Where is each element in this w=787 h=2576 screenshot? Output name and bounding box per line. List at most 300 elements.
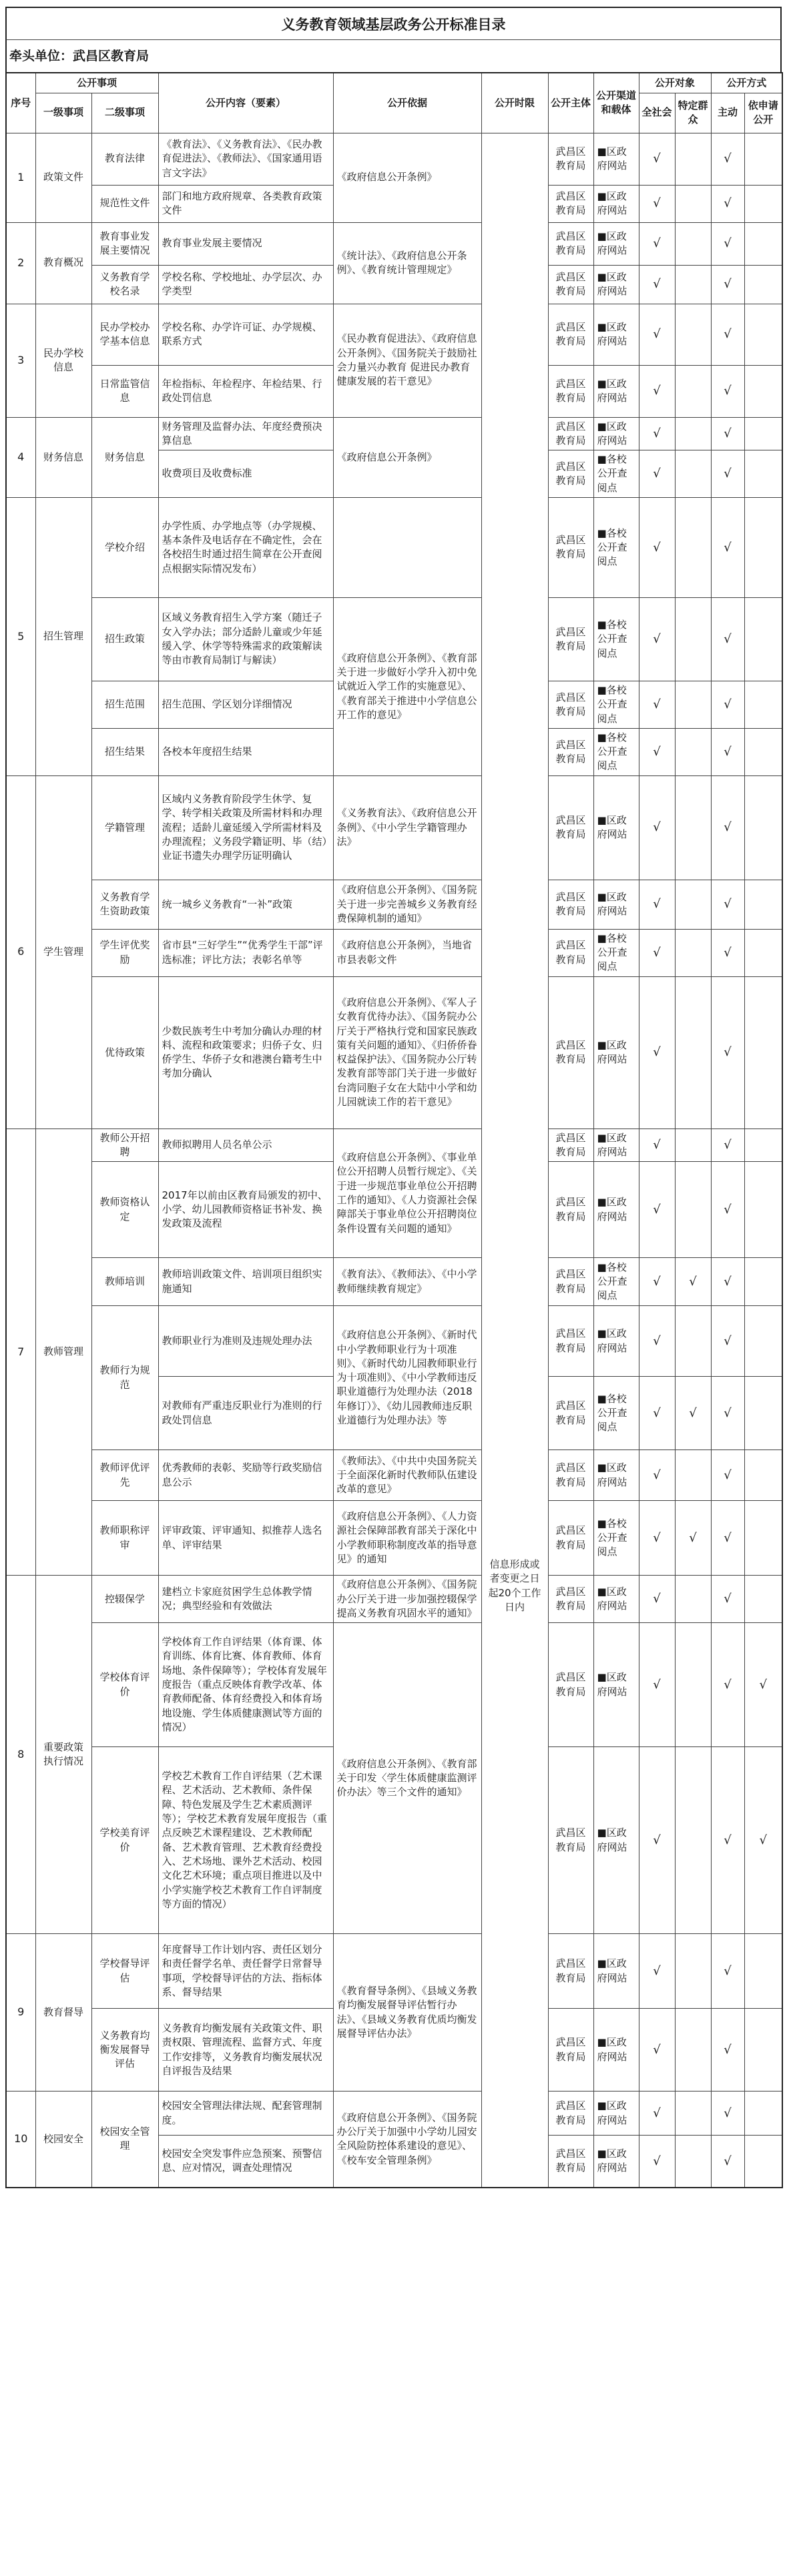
channel-cell: ■区政府网站	[593, 417, 639, 450]
method-request-mark	[744, 1450, 782, 1501]
channel-cell: ■各校公开查阅点	[593, 929, 639, 976]
subject-cell: 武昌区教育局	[548, 929, 593, 976]
method-active-mark: √	[711, 2136, 744, 2188]
subject-cell: 武昌区教育局	[548, 775, 593, 880]
content-cell: 《教育法》、《义务教育法》、《民办教育促进法》、《教师法》、《国家通用语言文字法》	[158, 133, 333, 185]
level1-item: 民办学校信息	[35, 304, 91, 417]
target-specific-mark	[675, 497, 711, 597]
method-request-mark	[744, 304, 782, 365]
method-active-mark: √	[711, 1306, 744, 1377]
table-row	[6, 1129, 782, 1162]
level2-item: 教师公开招聘	[91, 1129, 158, 1162]
content-cell: 对教师有严重违反职业行为准则的行政处罚信息	[158, 1377, 333, 1450]
basis-cell: 《政府信息公开条例》、《人力资源社会保障部教育部关于深化中小学教师职称制度改革的指导意见》的通知	[333, 1501, 481, 1576]
target-all-mark: √	[639, 497, 675, 597]
channel-cell: ■各校公开查阅点	[593, 450, 639, 498]
header-target-all: 全社会	[639, 93, 675, 133]
method-request-mark	[744, 133, 782, 185]
method-request-mark	[744, 880, 782, 929]
target-all-mark: √	[639, 1377, 675, 1450]
channel-cell: ■区政府网站	[593, 2009, 639, 2091]
target-specific-mark	[675, 929, 711, 976]
content-cell: 财务管理及监督办法、年度经费预决算信息	[158, 417, 333, 450]
content-cell: 招生范围、学区划分详细情况	[158, 681, 333, 728]
method-active-mark: √	[711, 304, 744, 365]
content-cell: 教师职业行为准则及违规处理办法	[158, 1306, 333, 1377]
table-row	[6, 880, 782, 929]
channel-cell: ■区政府网站	[593, 1162, 639, 1258]
method-active-mark: √	[711, 222, 744, 265]
level1-item: 重要政策执行情况	[35, 1576, 91, 1934]
method-active-mark: √	[711, 365, 744, 417]
level2-item: 教育法律	[91, 133, 158, 185]
channel-cell: ■各校公开查阅点	[593, 728, 639, 775]
header-seq: 序号	[6, 73, 35, 133]
method-active-mark: √	[711, 1576, 744, 1623]
target-all-mark: √	[639, 1576, 675, 1623]
target-specific-mark	[675, 304, 711, 365]
method-active-mark: √	[711, 1623, 744, 1747]
content-cell: 区域义务教育招生入学方案（随迁子女入学办法；部分适龄儿童或少年延缓入学、休学等特殊需求的政策解读等由市教育局制订与解读）	[158, 597, 333, 681]
basis-cell: 《统计法》、《政府信息公开条例》、《教育统计管理规定》	[333, 222, 481, 304]
table-row	[6, 1501, 782, 1576]
header-level1: 一级事项	[35, 93, 91, 133]
content-cell: 各校本年度招生结果	[158, 728, 333, 775]
target-specific-mark: √	[675, 1501, 711, 1576]
target-specific-mark	[675, 1162, 711, 1258]
basis-cell: 《政府信息公开条例》、《国务院办公厅关于加强中小学幼儿园安全风险防控体系建设的意见》、《校车安全管理条例》	[333, 2091, 481, 2188]
method-request-mark	[744, 2091, 782, 2136]
level2-item: 校园安全管理	[91, 2091, 158, 2188]
level1-item: 教育概况	[35, 222, 91, 304]
target-all-mark: √	[639, 728, 675, 775]
level1-item: 招生管理	[35, 497, 91, 775]
subject-cell: 武昌区教育局	[548, 450, 593, 498]
row-seq: 8	[6, 1576, 35, 1934]
content-cell: 评审政策、评审通知、拟推荐人选名单、评审结果	[158, 1501, 333, 1576]
target-all-mark: √	[639, 450, 675, 498]
basis-cell: 《政府信息公开条例》	[333, 417, 481, 497]
method-request-mark	[744, 1576, 782, 1623]
table-header	[6, 73, 782, 133]
content-cell: 省市县“三好学生”“优秀学生干部”评选标准；评比方法；表彰名单等	[158, 929, 333, 976]
method-request-mark	[744, 1258, 782, 1306]
level2-item: 学校体育评价	[91, 1623, 158, 1747]
method-request-mark	[744, 597, 782, 681]
subject-cell: 武昌区教育局	[548, 2091, 593, 2136]
target-specific-mark	[675, 1576, 711, 1623]
table-row	[6, 497, 782, 597]
method-request-mark	[744, 1934, 782, 2009]
method-active-mark: √	[711, 1934, 744, 2009]
target-specific-mark	[675, 2009, 711, 2091]
target-all-mark: √	[639, 185, 675, 222]
basis-cell: 《义务教育法》、《政府信息公开条例》、《中小学生学籍管理办法》	[333, 775, 481, 880]
channel-cell: ■区政府网站	[593, 185, 639, 222]
channel-cell: ■区政府网站	[593, 2091, 639, 2136]
target-all-mark: √	[639, 929, 675, 976]
target-specific-mark	[675, 185, 711, 222]
subject-cell: 武昌区教育局	[548, 1747, 593, 1934]
method-active-mark: √	[711, 728, 744, 775]
channel-cell: ■各校公开查阅点	[593, 1501, 639, 1576]
subject-cell: 武昌区教育局	[548, 497, 593, 597]
method-active-mark: √	[711, 1258, 744, 1306]
table-row	[6, 133, 782, 185]
subject-cell: 武昌区教育局	[548, 681, 593, 728]
target-specific-mark: √	[675, 1377, 711, 1450]
level1-item: 校园安全	[35, 2091, 91, 2188]
method-request-mark	[744, 185, 782, 222]
target-all-mark: √	[639, 2136, 675, 2188]
basis-cell: 《政府信息公开条例》	[333, 133, 481, 222]
method-request-mark	[744, 1162, 782, 1258]
subject-cell: 武昌区教育局	[548, 1306, 593, 1377]
channel-cell: ■各校公开查阅点	[593, 497, 639, 597]
subject-cell: 武昌区教育局	[548, 1623, 593, 1747]
header-channel: 公开渠道和载体	[593, 73, 639, 133]
channel-cell: ■各校公开查阅点	[593, 1377, 639, 1450]
channel-cell: ■区政府网站	[593, 880, 639, 929]
target-specific-mark	[675, 976, 711, 1129]
level2-item: 义务教育学生资助政策	[91, 880, 158, 929]
content-cell: 校园安全突发事件应急预案、预警信息、应对情况，调查处理情况	[158, 2136, 333, 2188]
subject-cell: 武昌区教育局	[548, 185, 593, 222]
target-all-mark: √	[639, 775, 675, 880]
channel-cell: ■区政府网站	[593, 1576, 639, 1623]
method-request-mark	[744, 222, 782, 265]
content-cell: 学校体育工作自评结果（体育课、体育训练、体育比赛、体育教师、体育场地、条件保障等）；学校体育发展年度报告（重点反映体育教学改革、体育教师配备、体育经费投入和体育场地设施、学生体质健康测试等方面的情况）	[158, 1623, 333, 1747]
method-active-mark: √	[711, 265, 744, 304]
target-specific-mark	[675, 728, 711, 775]
header-time-limit: 公开时限	[481, 73, 548, 133]
method-active-mark: √	[711, 497, 744, 597]
level2-item: 教师职称评审	[91, 1501, 158, 1576]
content-cell: 建档立卡家庭贫困学生总体教学情况；典型经验和有效做法	[158, 1576, 333, 1623]
basis-cell: 《政府信息公开条例》、《新时代中小学教师职业行为十项准则》、《新时代幼儿园教师职业行为十项准则》、《中小学教师违反职业道德行为处理办法（2018年修订）》、《幼儿园教师违反职业道德行为处理办法》等	[333, 1306, 481, 1450]
content-cell: 学校名称、学校地址、办学层次、办学类型	[158, 265, 333, 304]
subject-cell: 武昌区教育局	[548, 597, 593, 681]
method-request-mark	[744, 728, 782, 775]
target-all-mark: √	[639, 365, 675, 417]
target-all-mark: √	[639, 2009, 675, 2091]
table-row	[6, 775, 782, 880]
content-cell: 年检指标、年检程序、年检结果、行政处罚信息	[158, 365, 333, 417]
method-active-mark: √	[711, 775, 744, 880]
method-active-mark: √	[711, 880, 744, 929]
target-specific-mark	[675, 1306, 711, 1377]
subject-cell: 武昌区教育局	[548, 2136, 593, 2188]
level1-item: 政策文件	[35, 133, 91, 222]
channel-cell: ■区政府网站	[593, 976, 639, 1129]
subject-cell: 武昌区教育局	[548, 880, 593, 929]
method-request-mark	[744, 265, 782, 304]
header-basis: 公开依据	[333, 73, 481, 133]
method-request-mark	[744, 365, 782, 417]
level2-item: 规范性文件	[91, 185, 158, 222]
target-all-mark: √	[639, 2091, 675, 2136]
subject-cell: 武昌区教育局	[548, 133, 593, 185]
row-seq: 6	[6, 775, 35, 1129]
target-all-mark: √	[639, 1450, 675, 1501]
row-seq: 10	[6, 2091, 35, 2188]
channel-cell: ■各校公开查阅点	[593, 1258, 639, 1306]
content-cell: 统一城乡义务教育“一补”政策	[158, 880, 333, 929]
header-target: 公开对象	[639, 73, 711, 93]
header-content: 公开内容（要素）	[158, 73, 333, 133]
subject-cell: 武昌区教育局	[548, 265, 593, 304]
content-cell: 校园安全管理法律法规、配套管理制度。	[158, 2091, 333, 2136]
subject-cell: 武昌区教育局	[548, 1162, 593, 1258]
channel-cell: ■区政府网站	[593, 2136, 639, 2188]
target-specific-mark	[675, 2091, 711, 2136]
level2-item: 义务教育学校名录	[91, 265, 158, 304]
header-level2: 二级事项	[91, 93, 158, 133]
basis-cell: 《政府信息公开条例》、《事业单位公开招聘人员暂行规定》、《关于进一步规范事业单位公开招聘工作的通知》、《人力资源社会保障部关于事业单位公开招聘岗位条件设置有关问题的通知》	[333, 1129, 481, 1258]
method-request-mark	[744, 2009, 782, 2091]
header-public-items: 公开事项	[35, 73, 158, 93]
method-active-mark: √	[711, 1450, 744, 1501]
target-all-mark: √	[639, 880, 675, 929]
method-request-mark	[744, 681, 782, 728]
target-all-mark: √	[639, 133, 675, 185]
table-row	[6, 1623, 782, 1747]
target-all-mark: √	[639, 681, 675, 728]
target-specific-mark	[675, 2136, 711, 2188]
method-active-mark: √	[711, 185, 744, 222]
subject-cell: 武昌区教育局	[548, 2009, 593, 2091]
channel-cell: ■区政府网站	[593, 1306, 639, 1377]
basis-cell: 《教师法》、《中共中央国务院关于全面深化新时代教师队伍建设改革的意见》	[333, 1450, 481, 1501]
channel-cell: ■区政府网站	[593, 265, 639, 304]
table-row	[6, 976, 782, 1129]
method-active-mark: √	[711, 976, 744, 1129]
channel-cell: ■区政府网站	[593, 1450, 639, 1501]
content-cell: 少数民族考生中考加分确认办理的材料、流程和政策要求；归侨子女、归侨学生、华侨子女和港澳台籍考生中考加分确认	[158, 976, 333, 1129]
method-active-mark: √	[711, 2009, 744, 2091]
target-all-mark: √	[639, 304, 675, 365]
level2-item: 教育事业发展主要情况	[91, 222, 158, 265]
subject-cell: 武昌区教育局	[548, 1450, 593, 1501]
subject-cell: 武昌区教育局	[548, 1576, 593, 1623]
header-method-request: 依申请公开	[744, 93, 782, 133]
level1-item: 教师管理	[35, 1129, 91, 1576]
basis-cell: 《教育督导条例》、《县域义务教育均衡发展督导评估暂行办法》、《县域义务教育优质均衡发展督导评估办法》	[333, 1934, 481, 2091]
row-seq: 5	[6, 497, 35, 775]
level2-item: 民办学校办学基本信息	[91, 304, 158, 365]
level1-item: 学生管理	[35, 775, 91, 1129]
subject-cell: 武昌区教育局	[548, 1501, 593, 1576]
level2-item: 教师资格认定	[91, 1162, 158, 1258]
method-request-mark	[744, 450, 782, 498]
target-specific-mark	[675, 681, 711, 728]
method-active-mark: √	[711, 2091, 744, 2136]
subject-cell: 武昌区教育局	[548, 1377, 593, 1450]
channel-cell: ■区政府网站	[593, 1934, 639, 2009]
method-request-mark	[744, 1129, 782, 1162]
target-specific-mark	[675, 222, 711, 265]
target-all-mark: √	[639, 1162, 675, 1258]
target-specific-mark	[675, 880, 711, 929]
level2-item: 教师培训	[91, 1258, 158, 1306]
level2-item: 招生政策	[91, 597, 158, 681]
target-all-mark: √	[639, 417, 675, 450]
level2-item: 教师行为规范	[91, 1306, 158, 1450]
row-seq: 3	[6, 304, 35, 417]
lead-unit: 牵头单位：武昌区教育局	[5, 40, 782, 72]
basis-cell	[333, 497, 481, 597]
method-request-mark: √	[744, 1747, 782, 1934]
target-specific-mark	[675, 775, 711, 880]
channel-cell: ■区政府网站	[593, 133, 639, 185]
basis-cell: 《政府信息公开条例》、《教育部关于进一步做好小学升入初中免试就近入学工作的实施意见》、《教育部关于推进中小学信息公开工作的意见》	[333, 597, 481, 775]
table-body	[6, 133, 782, 2188]
time-limit-cell: 信息形成或者变更之日起20个工作日内	[481, 133, 548, 2188]
target-specific-mark: √	[675, 1258, 711, 1306]
target-specific-mark	[675, 1747, 711, 1934]
level2-item: 教师评优评先	[91, 1450, 158, 1501]
header-method: 公开方式	[711, 73, 782, 93]
header-method-active: 主动	[711, 93, 744, 133]
table-row	[6, 2091, 782, 2136]
subject-cell: 武昌区教育局	[548, 304, 593, 365]
header-subject: 公开主体	[548, 73, 593, 133]
method-active-mark: √	[711, 1501, 744, 1576]
level2-item: 学籍管理	[91, 775, 158, 880]
level2-item: 学校美育评价	[91, 1747, 158, 1934]
content-cell: 2017年以前由区教育局颁发的初中、小学、幼儿园教师资格证书补发、换发政策及流程	[158, 1162, 333, 1258]
content-cell: 学校艺术教育工作自评结果（艺术课程、艺术活动、艺术教师、条件保障、特色发展及学生艺术素质测评等）；学校艺术教育发展年度报告（重点反映艺术课程建设、艺术教师配备、艺术教育管理、艺术教育经费投入、艺术场地、课外艺术活动、校园文化艺术环境；重点项目推进以及中小学实施学校艺术教育工作自评制度等方面的情况）	[158, 1747, 333, 1934]
method-active-mark: √	[711, 1162, 744, 1258]
subject-cell: 武昌区教育局	[548, 417, 593, 450]
basis-cell: 《政府信息公开条例》、《军人子女教育优待办法》、《国务院办公厅关于严格执行党和国家民族政策有关问题的通知》、《归侨侨眷权益保护法》、《国务院办公厅转发教育部等部门关于进一步做好台湾同胞子女在大陆中小学和幼儿园就读工作的若干意见》	[333, 976, 481, 1129]
method-request-mark	[744, 1306, 782, 1377]
target-all-mark: √	[639, 1258, 675, 1306]
level2-item: 学校督导评估	[91, 1934, 158, 2009]
subject-cell: 武昌区教育局	[548, 222, 593, 265]
target-all-mark: √	[639, 1501, 675, 1576]
basis-cell: 《政府信息公开条例》，当地省市县表彰文件	[333, 929, 481, 976]
method-request-mark	[744, 929, 782, 976]
level1-item: 财务信息	[35, 417, 91, 497]
method-active-mark: √	[711, 929, 744, 976]
channel-cell: ■区政府网站	[593, 775, 639, 880]
table-row	[6, 417, 782, 450]
target-specific-mark	[675, 1623, 711, 1747]
basis-cell: 《政府信息公开条例》、《国务院关于进一步完善城乡义务教育经费保障机制的通知》	[333, 880, 481, 929]
table-row	[6, 1258, 782, 1306]
basis-cell: 《民办教育促进法》、《政府信息公开条例》、《国务院关于鼓励社会力量兴办教育 促进民办教育健康发展的若干意见》	[333, 304, 481, 417]
target-specific-mark	[675, 365, 711, 417]
target-all-mark: √	[639, 1623, 675, 1747]
method-request-mark	[744, 497, 782, 597]
method-active-mark: √	[711, 417, 744, 450]
channel-cell: ■区政府网站	[593, 365, 639, 417]
catalog-table	[5, 72, 783, 2188]
content-cell: 教育事业发展主要情况	[158, 222, 333, 265]
subject-cell: 武昌区教育局	[548, 1129, 593, 1162]
target-specific-mark	[675, 417, 711, 450]
row-seq: 7	[6, 1129, 35, 1576]
row-seq: 1	[6, 133, 35, 222]
basis-cell: 《教育法》、《教师法》、《中小学教师继续教育规定》	[333, 1258, 481, 1306]
content-cell: 办学性质、办学地点等（办学规模、基本条件及电话存在不确定性，会在各校招生时通过招生简章在公开查阅点根据实际情况发布）	[158, 497, 333, 597]
target-all-mark: √	[639, 1129, 675, 1162]
subject-cell: 武昌区教育局	[548, 1934, 593, 2009]
row-seq: 2	[6, 222, 35, 304]
target-all-mark: √	[639, 1306, 675, 1377]
content-cell: 优秀教师的表彰、奖励等行政奖励信息公示	[158, 1450, 333, 1501]
level2-item: 日常监管信息	[91, 365, 158, 417]
channel-cell: ■区政府网站	[593, 304, 639, 365]
subject-cell: 武昌区教育局	[548, 365, 593, 417]
channel-cell: ■区政府网站	[593, 1129, 639, 1162]
method-request-mark: √	[744, 1623, 782, 1747]
channel-cell: ■各校公开查阅点	[593, 597, 639, 681]
method-active-mark: √	[711, 1129, 744, 1162]
subject-cell: 武昌区教育局	[548, 1258, 593, 1306]
level2-item: 招生结果	[91, 728, 158, 775]
target-specific-mark	[675, 1934, 711, 2009]
method-request-mark	[744, 976, 782, 1129]
method-active-mark: √	[711, 133, 744, 185]
method-active-mark: √	[711, 1747, 744, 1934]
table-row	[6, 1576, 782, 1623]
method-active-mark: √	[711, 450, 744, 498]
content-cell: 义务教育均衡发展有关政策文件、职责权限、管理流程、监督方式、年度工作安排等，义务教育均衡发展状况自评报告及结果	[158, 2009, 333, 2091]
level2-item: 学生评优奖励	[91, 929, 158, 976]
level1-item: 教育督导	[35, 1934, 91, 2091]
content-cell: 部门和地方政府规章、各类教育政策文件	[158, 185, 333, 222]
level2-item: 义务教育均衡发展督导评估	[91, 2009, 158, 2091]
content-cell: 收费项目及收费标准	[158, 450, 333, 498]
table-row	[6, 929, 782, 976]
document-title: 义务教育领域基层政务公开标准目录	[5, 7, 782, 40]
method-active-mark: √	[711, 597, 744, 681]
catalog-page	[5, 0, 782, 2188]
target-specific-mark	[675, 1129, 711, 1162]
target-all-mark: √	[639, 976, 675, 1129]
table-row	[6, 1306, 782, 1377]
target-all-mark: √	[639, 1934, 675, 2009]
target-specific-mark	[675, 597, 711, 681]
target-all-mark: √	[639, 222, 675, 265]
table-row	[6, 304, 782, 365]
content-cell: 学校名称、办学许可证、办学规模、联系方式	[158, 304, 333, 365]
table-row	[6, 222, 782, 265]
row-seq: 4	[6, 417, 35, 497]
channel-cell: ■区政府网站	[593, 1747, 639, 1934]
channel-cell: ■区政府网站	[593, 222, 639, 265]
table-row	[6, 1450, 782, 1501]
subject-cell: 武昌区教育局	[548, 976, 593, 1129]
target-all-mark: √	[639, 1747, 675, 1934]
target-all-mark: √	[639, 597, 675, 681]
level2-item: 财务信息	[91, 417, 158, 497]
level2-item: 学校介绍	[91, 497, 158, 597]
level2-item: 招生范围	[91, 681, 158, 728]
subject-cell: 武昌区教育局	[548, 728, 593, 775]
channel-cell: ■区政府网站	[593, 1623, 639, 1747]
basis-cell: 《政府信息公开条例》、《国务院办公厅关于进一步加强控辍保学提高义务教育巩固水平的通知》	[333, 1576, 481, 1623]
content-cell: 教师培训政策文件、培训项目组织实施通知	[158, 1258, 333, 1306]
method-request-mark	[744, 1377, 782, 1450]
method-active-mark: √	[711, 1377, 744, 1450]
content-cell: 区域内义务教育阶段学生休学、复学、转学相关政策及所需材料和办理流程；适龄儿童延缓入学所需材料及办理流程；义务段学籍证明、毕（结）业证书遗失办理学历证明确认	[158, 775, 333, 880]
content-cell: 年度督导工作计划内容、责任区划分和责任督学名单、责任督学日常督导事项，学校督导评估的方法、指标体系、督导结果	[158, 1934, 333, 2009]
target-specific-mark	[675, 133, 711, 185]
row-seq: 9	[6, 1934, 35, 2091]
